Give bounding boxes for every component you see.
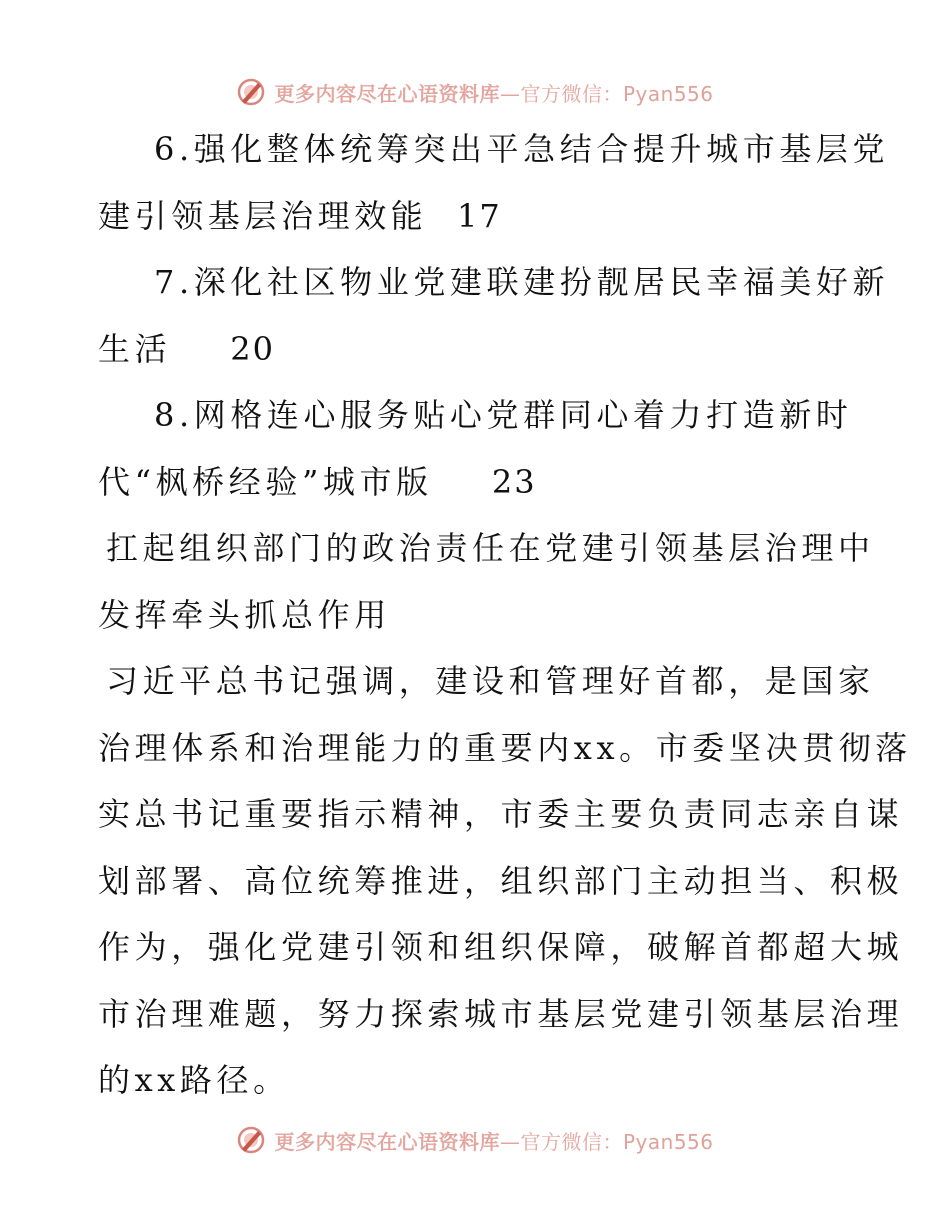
toc-entry-8-line1: 8.网格连心服务贴心党群同心着力打造新时 — [154, 396, 853, 434]
paragraph-line: 的xx路径。 — [98, 1061, 290, 1099]
section-heading-line2: 发挥牵头抓总作用 — [98, 595, 391, 634]
toc-page-number: 23 — [491, 462, 537, 501]
footer-watermark — [0, 1120, 950, 1160]
toc-entry-8-line2: 代“枫桥经验”城市版 23 — [98, 462, 537, 501]
header-watermark — [0, 72, 950, 112]
toc-page-number: 17 — [456, 196, 502, 235]
paragraph-line: 划部署、高位统筹推进，组织部门主动担当、积极 — [98, 861, 904, 900]
pen-circle-logo-icon — [236, 77, 266, 107]
toc-page-number: 20 — [230, 329, 276, 368]
section-heading-line1: 扛起组织部门的政治责任在党建引领基层治理中 — [106, 529, 875, 567]
watermark-text: 更多内容尽在心语资料库—官方微信：Pyan556 — [274, 1129, 714, 1154]
toc-entry-7-line2: 生活 20 — [98, 329, 276, 368]
toc-entry-7-line1: 7.深化社区物业党建联建扮靓居民幸福美好新 — [154, 263, 890, 301]
paragraph-line: 习近平总书记强调，建设和管理好首都，是国家 — [106, 662, 875, 700]
pen-circle-logo-icon — [236, 1125, 266, 1155]
toc-entry-6-line1: 6.强化整体统筹突出平急结合提升城市基层党 — [154, 130, 890, 168]
paragraph-line: 作为，强化党建引领和组织保障，破解首都超大城 — [98, 928, 904, 966]
toc-entry-6-line2: 建引领基层治理效能 17 — [98, 196, 502, 235]
paragraph-line: 实总书记重要指示精神，市委主要负责同志亲自谋 — [98, 795, 904, 833]
watermark-text: 更多内容尽在心语资料库—官方微信：Pyan556 — [274, 81, 714, 106]
paragraph-line: 治理体系和治理能力的重要内xx。市委坚决贯彻落 — [98, 728, 912, 767]
document-body — [98, 116, 912, 1114]
paragraph-line: 市治理难题，努力探索城市基层党建引领基层治理 — [98, 994, 904, 1033]
